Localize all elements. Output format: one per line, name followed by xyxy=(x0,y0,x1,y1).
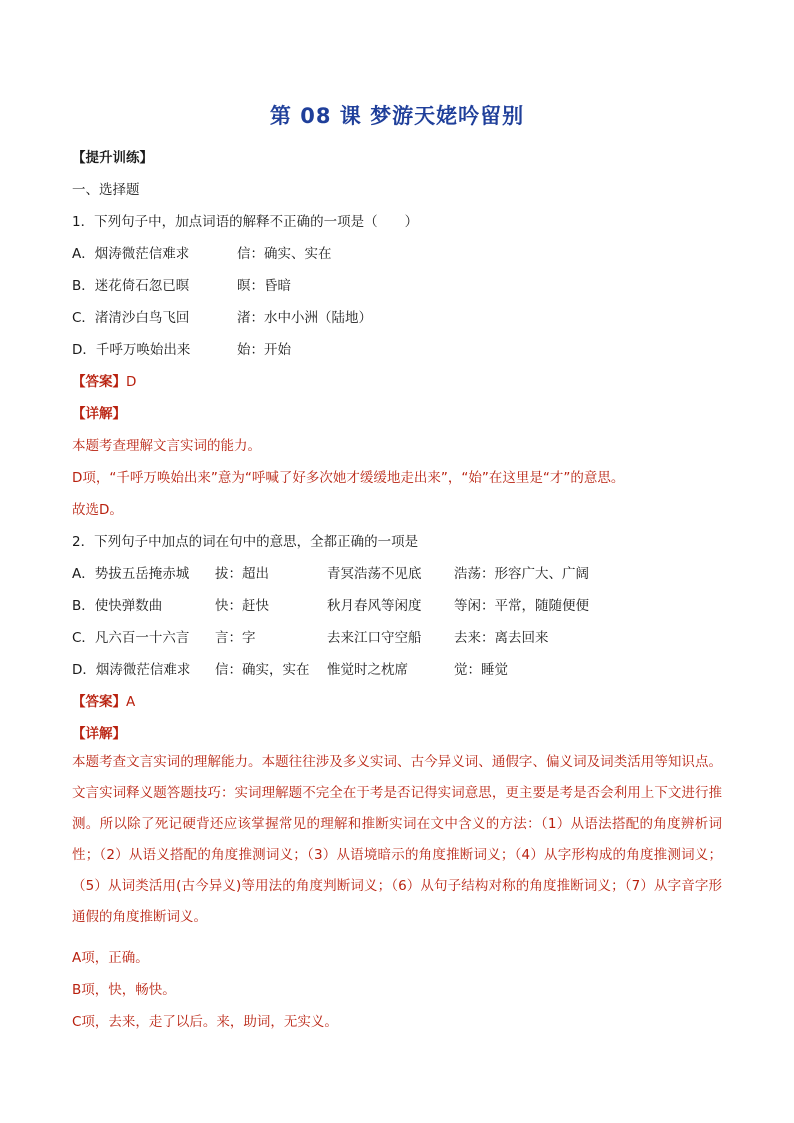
q1-option-sentence: C．渚清沙白鸟飞回 xyxy=(72,310,190,326)
q2-option-gloss-1: 言：字 xyxy=(215,630,256,646)
q2-option-sentence-2: 去来江口守空船 xyxy=(327,630,422,646)
q2-option-sentence-2: 青冥浩荡不见底 xyxy=(327,566,422,582)
q2-option-sentence-1: D．烟涛微茫信难求 xyxy=(72,662,191,678)
q2-option-sentence-1: C．凡六百一十六言 xyxy=(72,630,190,646)
q1-detail-intro: 本题考查理解文言实词的能力。 xyxy=(72,438,261,454)
q1-answer-value: D xyxy=(126,374,137,390)
q1-answer xyxy=(72,370,136,390)
q2-option-sentence-1: A．势拔五岳掩赤城 xyxy=(72,566,190,582)
q1-answer-label: 【答案】 xyxy=(72,374,126,390)
q1-detail-label: 【详解】 xyxy=(72,406,126,422)
q2-option-gloss-1: 快：赶快 xyxy=(215,598,269,614)
q2-detail-item: A项，正确。 xyxy=(72,950,149,966)
q2-option-gloss-2: 去来：离去回来 xyxy=(454,630,549,646)
page-title: 第 08 课 梦游天姥吟留别 xyxy=(269,104,525,128)
q1-option-gloss: 始：开始 xyxy=(237,342,291,358)
q1-conclusion: 故选D。 xyxy=(72,502,123,518)
q2-stem: 2．下列句子中加点的词在句中的意思，全都正确的一项是 xyxy=(72,534,419,550)
q2-option-gloss-2: 等闲：平常，随随便便 xyxy=(454,598,589,614)
q2-option-gloss-2: 觉：睡觉 xyxy=(454,662,508,678)
q2-option-sentence-1: B．使快弹数曲 xyxy=(72,598,163,614)
q2-detail-label: 【详解】 xyxy=(72,726,126,742)
q2-option-sentence-2: 秋月春风等闲度 xyxy=(327,598,422,614)
q2-detail-item: B项，快，畅快。 xyxy=(72,982,176,998)
q2-option-gloss-2: 浩荡：形容广大、广阔 xyxy=(454,566,589,582)
q2-answer-label: 【答案】 xyxy=(72,694,126,710)
q2-option-sentence-2: 惟觉时之枕席 xyxy=(327,662,408,678)
q1-option-gloss: 信：确实、实在 xyxy=(237,246,332,262)
section-tag: 【提升训练】 xyxy=(72,150,153,166)
q2-answer-value: A xyxy=(126,694,136,710)
q1-stem: 1．下列句子中，加点词语的解释不正确的一项是（ ） xyxy=(72,214,419,230)
q2-detail-paragraph: 本题考查文言实词的理解能力。本题往往涉及多义实词、古今异义词、通假字、偏义词及词类活用等知识点。文言实词释义题答题技巧：实词理解题不完全在于考是否记得实词意思，更主要是考是否会利用上下文进行推测。所以除了死记硬背还应该掌握常见的理解和推断实词在文中含义的方法：（1）从语法搭配的角度辨析词性；（2）从语义搭配的角度推测词义；（3）从语境暗示的角度推断词义；（4）从字形构成的角度推测词义；（5）从词类活用(古今异义)等用法的角度判断词义；（6）从句子结构对称的角度推断词义；（7）从字音字形通假的角度推断词义。 xyxy=(72,754,722,925)
part-heading: 一、选择题 xyxy=(72,182,140,198)
q1-option-sentence: D．千呼万唤始出来 xyxy=(72,342,191,358)
q2-answer xyxy=(72,690,135,710)
q1-option-sentence: B．迷花倚石忽已暝 xyxy=(72,278,190,294)
q2-option-gloss-1: 拔：超出 xyxy=(215,566,269,582)
q2-detail-item: C项，去来，走了以后。来，助词，无实义。 xyxy=(72,1014,338,1030)
q1-option-gloss: 渚：水中小洲（陆地） xyxy=(237,310,372,326)
q1-detail-body: D项，“千呼万唤始出来”意为“呼喊了好多次她才缓缓地走出来”，“始”在这里是“才”的意思。 xyxy=(72,470,625,486)
q2-option-gloss-1: 信：确实，实在 xyxy=(215,662,310,678)
q1-option-gloss: 暝：昏暗 xyxy=(237,278,291,294)
q1-option-sentence: A．烟涛微茫信难求 xyxy=(72,246,190,262)
